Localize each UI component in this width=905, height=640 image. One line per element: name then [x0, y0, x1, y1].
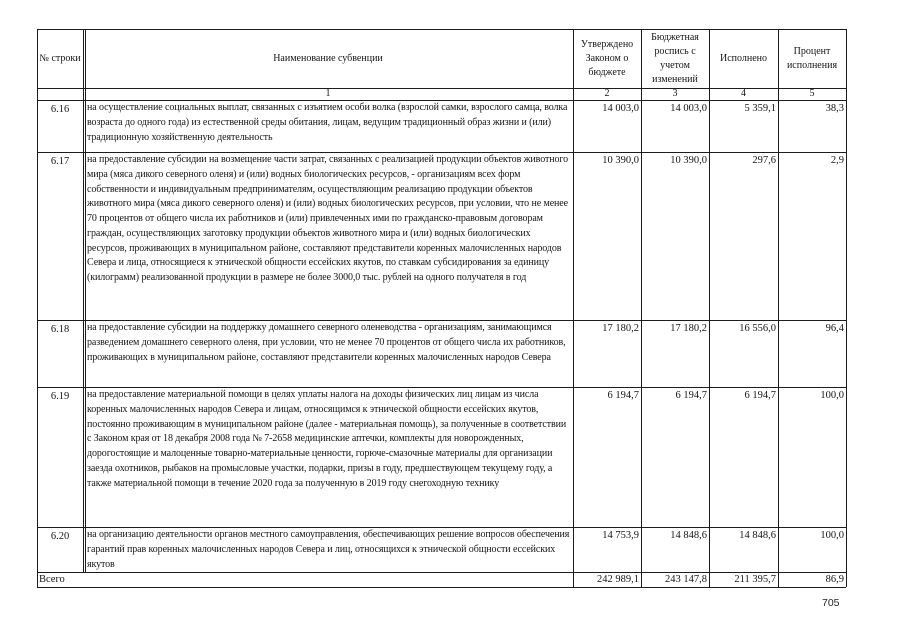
row-number: 6.16: [50, 104, 70, 115]
value-executed: 5 359,1: [744, 103, 776, 114]
value-budget: 17 180,2: [670, 323, 707, 334]
value-executed: 6 194,7: [744, 390, 776, 401]
total-value-percent: 86,9: [825, 574, 844, 585]
header-row-number: № строки: [39, 53, 81, 64]
header-approved-by-law: Утверждено Законом о бюджете: [580, 38, 634, 78]
header-execution-percent: Процент исполнения: [786, 45, 838, 71]
table-rule-vertical: [846, 29, 847, 587]
total-value-approved: 242 989,1: [597, 574, 639, 585]
table-rule-vertical: [85, 29, 86, 572]
value-executed: 14 848,6: [739, 530, 776, 541]
header-budget-schedule: Бюджетная роспись с учетом изменений: [651, 31, 699, 85]
value-percent: 2,9: [830, 155, 844, 166]
table-rule-vertical: [83, 29, 84, 572]
column-number: 5: [809, 88, 815, 99]
value-percent: 100,0: [820, 530, 844, 541]
total-value-executed: 211 395,7: [734, 574, 776, 585]
subvention-description: на предоставление субсидии на возмещение части затрат, связанных с реализацией продукции объектов животного мира (мяса дикого северного оленя) и (или) водных биологических ресурсов, - организациям всех форм собственности и индивидуальным предпринимателям, осуществляющим реализацию продукции объектов животного мира (мяса дикого северного оленя) и (или) водных биологических ресурсов, при условии, что не менее 70 процентов от общего числа их работников и (или) привлеченных ими по гражданско-правовым договорам граждан, осуществляющих заготовку продукции объектов животного мира и (или) водных биологических ресурсов, проживающих в муниципальном районе, составляют представители коренных малочисленных народов Севера и лица, относящиеся к этнической общности ессейских якутов, по ставкам субсидирования за единицу (килограмм) реализованной продукции в размере не более 3000,0 тыс. рублей на одного получателя в год: [87, 154, 569, 283]
value-percent: 100,0: [820, 390, 844, 401]
value-percent: 38,3: [825, 103, 844, 114]
subvention-description: на организацию деятельности органов местного самоуправления, обеспечивающих решение вопросов обеспечения гарантий прав коренных малочисленных народов Севера и лиц, относящихся к этнической общности ессейских якутов: [87, 529, 570, 570]
table-rule-horizontal: [37, 587, 846, 588]
value-approved: 10 390,0: [602, 155, 639, 166]
row-number: 6.18: [50, 324, 70, 335]
subvention-description: на предоставление субсидии на поддержку домашнего северного оленеводства - организациям, занимающимся разведением домашнего северного оленя, при условии, что не менее 70 процентов от общего числа их работников, проживающих в муниципальном районе, составляют представители коренных малочисленных народов Севера: [87, 322, 566, 363]
value-approved: 14 753,9: [602, 530, 639, 541]
column-number: 4: [741, 88, 746, 99]
column-number: 2: [604, 88, 610, 99]
subvention-description: на предоставление материальной помощи в целях уплаты налога на доходы физических лиц лицам из числа коренных малочисленных народов Севера и лицам, относящимся к этнической общности ессейских якутов, постоянно проживающим в муниципальном районе (далее - материальная помощь), за полученные в соответствии с Законом края от 18 декабря 2008 года № 7-2658 медицинские аптечки, комплекты для новорожденных, дорогостоящие и малоценные товарно-материальные ценности, горюче-смазочные материалы для организации заезда охотников, рыбаков на промысловые участки, подарки, призы в году, предшествующем текущему году, а также материальной помощи в течение 2020 года за полученную в 2019 году снегоходную технику: [87, 389, 567, 489]
value-approved: 14 003,0: [602, 103, 639, 114]
value-approved: 17 180,2: [602, 323, 639, 334]
total-label: Всего: [39, 574, 65, 585]
row-number: 6.17: [50, 156, 70, 167]
value-budget: 10 390,0: [670, 155, 707, 166]
value-approved: 6 194,7: [607, 390, 639, 401]
page-number: 705: [822, 597, 840, 609]
value-budget: 14 003,0: [670, 103, 707, 114]
total-value-budget: 243 147,8: [665, 574, 707, 585]
column-number: 3: [672, 88, 678, 99]
value-executed: 297,6: [752, 155, 776, 166]
value-budget: 14 848,6: [670, 530, 707, 541]
subvention-description: на осуществление социальных выплат, связанных с изъятием особи волка (взрослой самки, взрослого самца, волка возраста до одного года) из естественной среды обитания, лицам, ведущим традиционный образ жизни и (или) традиционную хозяйственную деятельность: [87, 102, 568, 143]
row-number: 6.19: [50, 391, 70, 402]
value-budget: 6 194,7: [675, 390, 707, 401]
header-executed: Исполнено: [719, 52, 767, 64]
value-percent: 96,4: [825, 323, 844, 334]
column-number: 1: [325, 88, 331, 99]
value-executed: 16 556,0: [739, 323, 776, 334]
header-subvention-name: Наименование субвенции: [273, 52, 383, 64]
row-number: 6.20: [50, 531, 70, 542]
